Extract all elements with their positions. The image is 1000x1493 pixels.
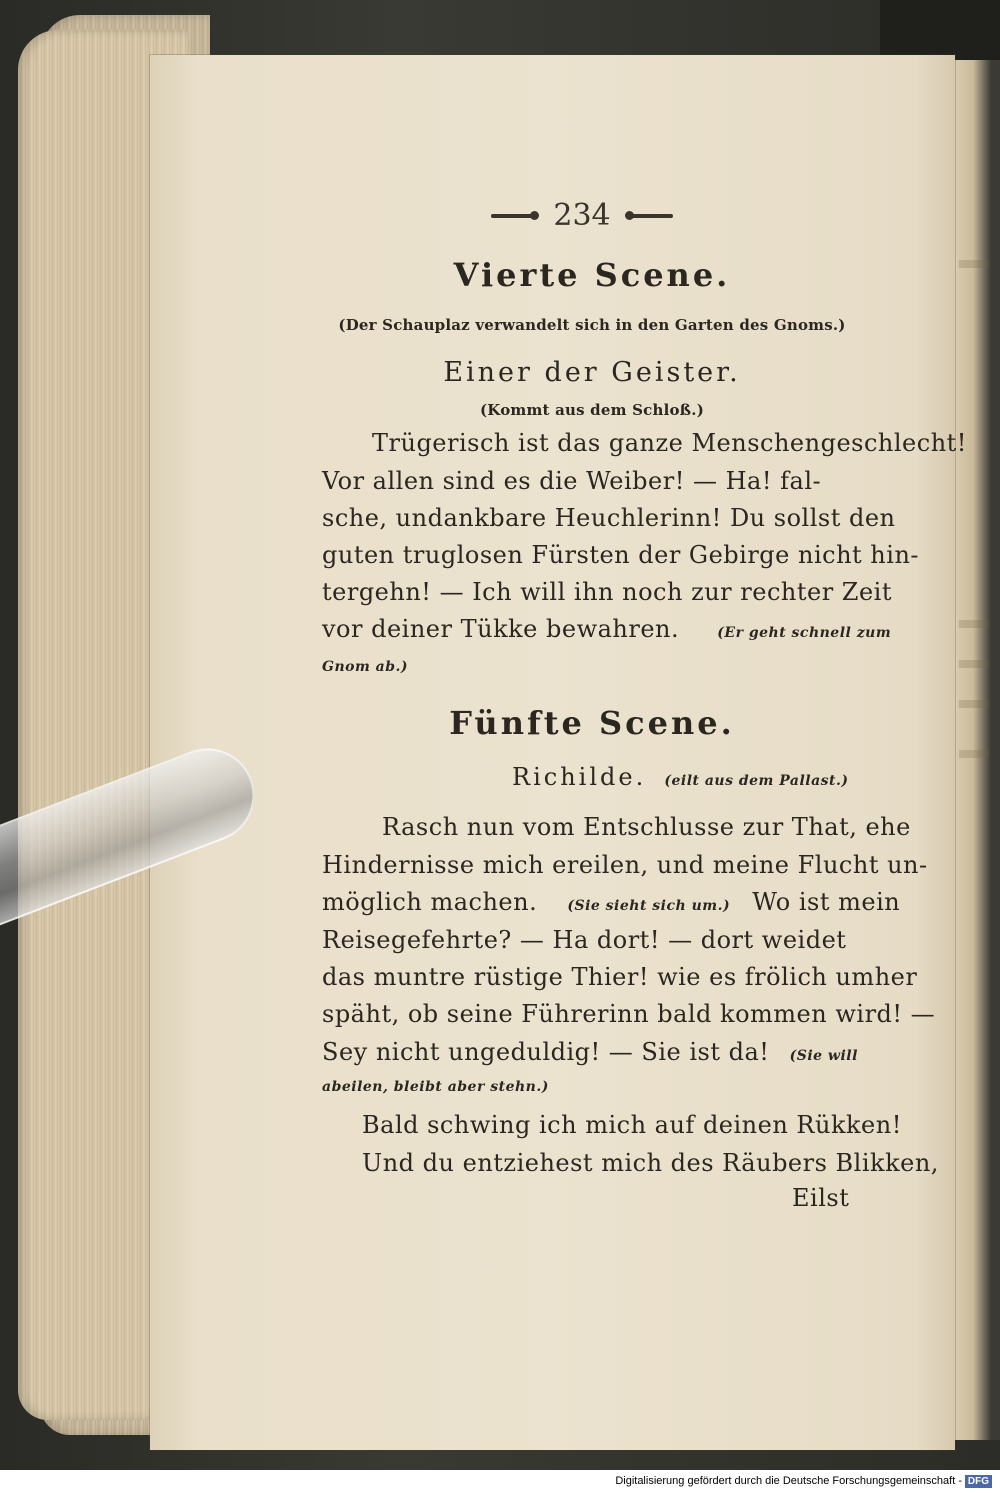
text-line: Rasch nun vom Entschlusse zur That, ehe: [382, 813, 911, 841]
ornament-left-icon: [491, 214, 537, 218]
dfg-logo: DFG: [965, 1475, 992, 1488]
text-line: Trügerisch ist das ganze Menschengeschlecht!: [372, 429, 967, 457]
text-line: Vor allen sind es die Weiber! — Ha! fal-: [322, 467, 822, 495]
page-number: [457, 198, 707, 233]
facing-page-edge: [955, 60, 1000, 1440]
text-line: das muntre rüstige Thier! wie es frölich umher: [322, 963, 918, 991]
background-shadow: [880, 0, 1000, 60]
text-line: guten truglosen Fürsten der Gebirge nicht hin-: [322, 541, 920, 569]
text-line: sche, undankbare Heuchlerinn! Du sollst den: [322, 504, 896, 532]
text-line: Reisegefehrte? — Ha dort! — dort weidet: [322, 926, 847, 954]
stage-direction: (Der Schauplaz verwandelt sich in den Garten des Gnoms.): [338, 316, 846, 334]
stage-direction: (Kommt aus dem Schloß.): [479, 401, 704, 419]
verse-line: Und du entziehest mich des Räubers Blikken,: [362, 1149, 939, 1177]
speaker-line: Richilde. (eilt aus dem Pallast.): [512, 763, 849, 791]
text-line: Hindernisse mich ereilen, und meine Flucht un-: [322, 851, 928, 879]
text-line: Sey nicht ungeduldig! — Sie ist da! (Sie will: [322, 1038, 858, 1066]
scene-heading: Vierte Scene.: [453, 256, 731, 294]
speaker-name: Einer der Geister.: [443, 357, 741, 388]
page-number-text: 234: [553, 198, 611, 233]
catchword: Eilst: [792, 1184, 850, 1212]
text-line: tergehn! — Ich will ihn noch zur rechter Zeit: [322, 578, 892, 606]
text-line: späht, ob seine Führerinn bald kommen wird! —: [322, 1000, 936, 1028]
scene-heading: Fünfte Scene.: [449, 704, 735, 742]
text-line: möglich machen. (Sie sieht sich um.) Wo ist mein: [322, 888, 901, 916]
stage-direction: Gnom ab.): [322, 659, 409, 675]
funding-credit: Digitalisierung gefördert durch die Deutsche Forschungsgemeinschaft -: [615, 1475, 962, 1487]
stage-direction: abeilen, bleibt aber stehn.): [322, 1079, 549, 1095]
footer-bar: [0, 1470, 1000, 1493]
text-line: vor deiner Tükke bewahren. (Er geht schnell zum: [322, 615, 892, 643]
ornament-right-icon: [627, 214, 673, 218]
verse-line: Bald schwing ich mich auf deinen Rükken!: [362, 1111, 902, 1139]
